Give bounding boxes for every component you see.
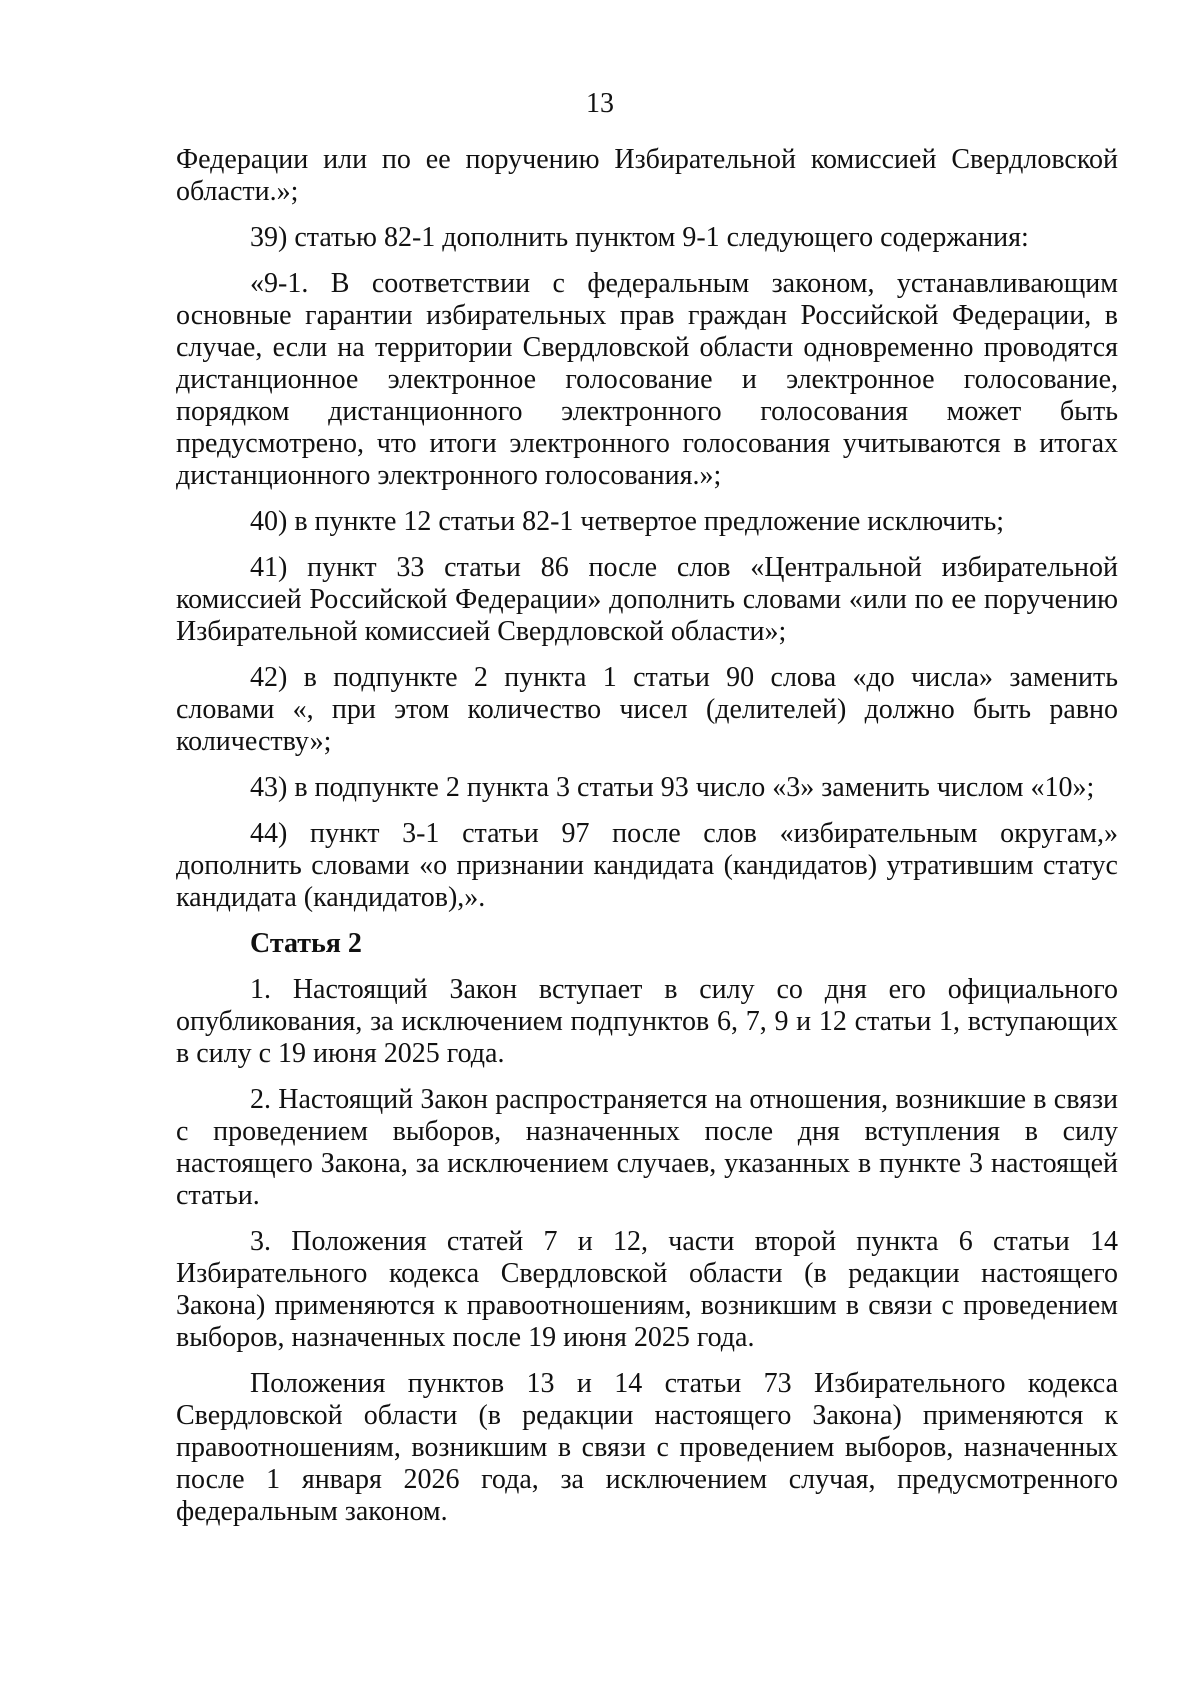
article-item-2: 2. Настоящий Закон распространяется на отношения, возникшие в связи с проведением выборов, назначенных после дня вступления в силу настоящего Закона, за исключением случаев, указанных в пункте 3 настоящей статьи. <box>176 1084 1118 1211</box>
paragraph-item-39: 39) статью 82-1 дополнить пунктом 9-1 следующего содержания: <box>250 222 1029 253</box>
page-number: 13 <box>586 88 614 119</box>
paragraph-item-40: 40) в пункте 12 статьи 82-1 четвертое предложение исключить; <box>250 506 1004 537</box>
paragraph-item-42: 42) в подпункте 2 пункта 1 статьи 90 слова «до числа» заменить словами «, при этом количество чисел (делителей) должно быть равно количеству»; <box>176 662 1118 757</box>
paragraph-item-41: 41) пункт 33 статьи 86 после слов «Центральной избирательной комиссией Российской Федерации» дополнить словами «или по ее поручению Избирательной комиссией Свердловской области»; <box>176 552 1118 647</box>
document-body <box>176 144 1118 1542</box>
paragraph-item-43: 43) в подпункте 2 пункта 3 статьи 93 число «3» заменить числом «10»; <box>250 772 1095 803</box>
article-heading: Статья 2 <box>250 928 362 959</box>
paragraph-item-44: 44) пункт 3-1 статьи 97 после слов «избирательным округам,» дополнить словами «о признании кандидата (кандидатов) утратившим статус кандидата (кандидатов),». <box>176 818 1118 913</box>
paragraph-continuation: Федерации или по ее поручению Избирательной комиссией Свердловской области.»; <box>176 144 1118 207</box>
paragraph-item-39-text: «9-1. В соответствии с федеральным законом, устанавливающим основные гарантии избирательных прав граждан Российской Федерации, в случае, если на территории Свердловской области одновременно проводятся дистанционное электронное голосование и электронное голосование, порядком дистанционного электронного голосования может быть предусмотрено, что итоги электронного голосования учитываются в итогах дистанционного электронного голосования.»; <box>176 268 1118 491</box>
article-item-1: 1. Настоящий Закон вступает в силу со дня его официального опубликования, за исключением подпунктов 6, 7, 9 и 12 статьи 1, вступающих в силу с 19 июня 2025 года. <box>176 974 1118 1069</box>
article-item-3-continuation: Положения пунктов 13 и 14 статьи 73 Избирательного кодекса Свердловской области (в редакции настоящего Закона) применяются к правоотношениям, возникшим в связи с проведением выборов, назначенных после 1 января 2026 года, за исключением случая, предусмотренного федеральным законом. <box>176 1368 1118 1527</box>
article-item-3: 3. Положения статей 7 и 12, части второй пункта 6 статьи 14 Избирательного кодекса Свердловской области (в редакции настоящего Закона) применяются к правоотношениям, возникшим в связи с проведением выборов, назначенных после 19 июня 2025 года. <box>176 1226 1118 1353</box>
